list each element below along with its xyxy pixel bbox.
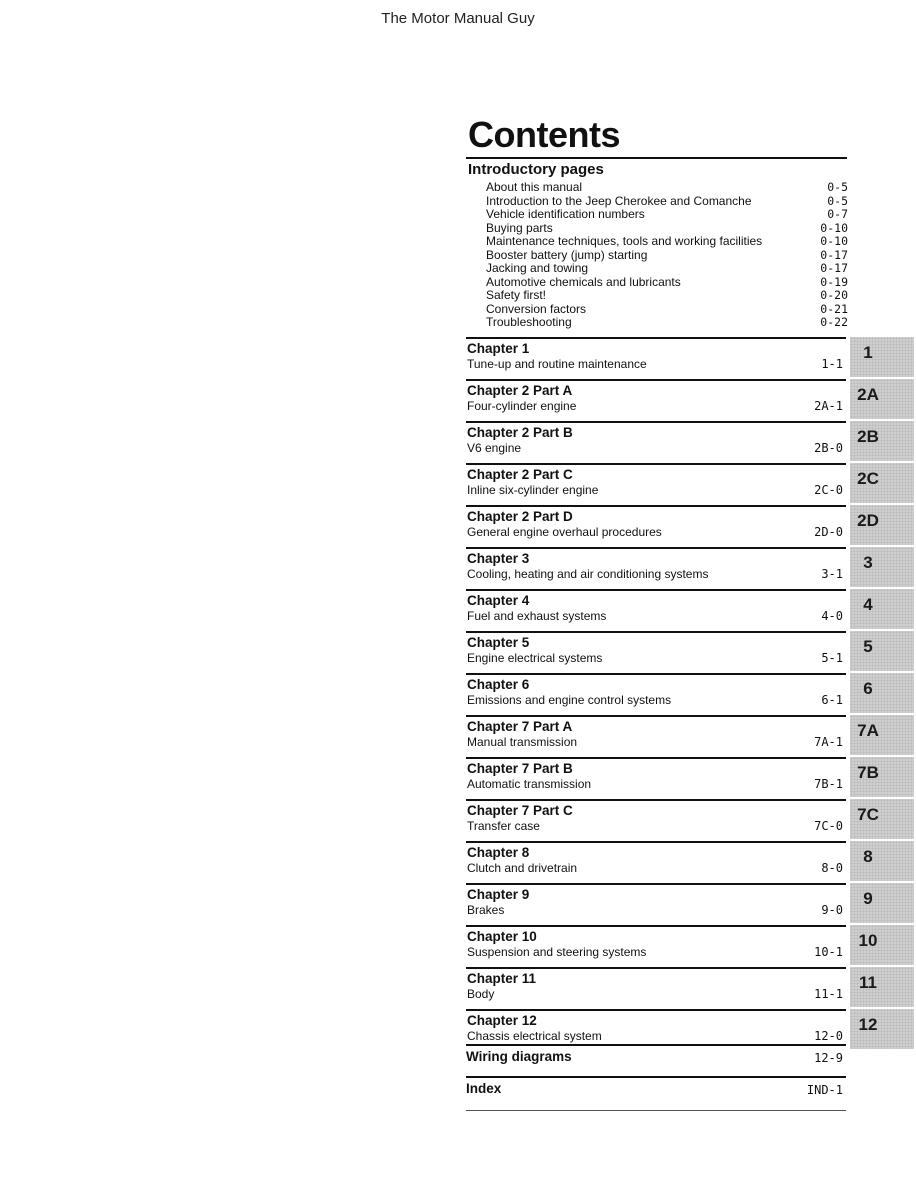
intro-item-page: 0-21 (820, 301, 848, 316)
chapter-title: Chapter 7 Part C (467, 803, 573, 818)
chapter-tab-label: 8 (863, 847, 873, 866)
chapter-tab[interactable] (850, 463, 914, 503)
intro-item-label: Vehicle identification numbers (486, 207, 645, 221)
chapter-tab[interactable] (850, 1009, 914, 1049)
intro-item-page: 0-17 (820, 261, 848, 275)
chapter-tab[interactable] (850, 967, 914, 1007)
chapter-tab-label: 2C (857, 469, 879, 488)
chapter-subtitle: Fuel and exhaust systems (467, 609, 607, 623)
intro-item-page: 0-17 (820, 247, 848, 262)
chapter-title: Chapter 1 (467, 341, 530, 356)
page-title: Contents (468, 114, 620, 155)
chapter-tab-label: 3 (863, 553, 873, 572)
intro-item[interactable] (486, 249, 848, 263)
chapter-tab-label: 7A (857, 721, 879, 740)
chapter-page: 2C-0 (814, 483, 843, 497)
chapter-title: Chapter 2 Part C (467, 467, 573, 482)
page-header: The Motor Manual Guy (381, 10, 535, 27)
chapter-subtitle: Manual transmission (467, 735, 578, 749)
intro-item[interactable] (486, 181, 848, 195)
intro-item-label: Automotive chemicals and lubricants (486, 274, 681, 289)
chapter-row[interactable] (466, 589, 873, 631)
chapter-title: Chapter 3 (467, 551, 530, 566)
chapter-tab-label: 4 (863, 595, 873, 614)
chapter-title: Chapter 2 Part B (467, 425, 573, 440)
chapter-subtitle: Chassis electrical system (467, 1029, 602, 1043)
chapter-row[interactable] (466, 841, 873, 883)
chapter-row[interactable] (466, 799, 879, 841)
chapter-tab[interactable] (850, 673, 914, 713)
intro-item[interactable] (486, 222, 848, 236)
intro-item-label: Booster battery (jump) starting (486, 247, 648, 262)
chapter-subtitle: Transfer case (467, 819, 540, 833)
chapter-page: 5-1 (821, 651, 843, 665)
chapter-tab-label: 6 (863, 679, 873, 698)
chapter-subtitle: Clutch and drivetrain (467, 861, 578, 875)
chapter-tab[interactable] (850, 631, 914, 671)
intro-item-label: Jacking and towing (486, 261, 589, 275)
chapter-tab[interactable] (850, 337, 914, 377)
chapter-row[interactable] (466, 925, 878, 967)
intro-item-page: 0-5 (827, 180, 848, 194)
chapter-row[interactable] (466, 631, 873, 673)
chapter-subtitle: Four-cylinder engine (467, 399, 577, 413)
chapter-title: Chapter 12 (467, 1013, 537, 1028)
intro-item-page: 0-10 (820, 220, 848, 235)
chapter-subtitle: Suspension and steering systems (467, 945, 647, 959)
chapter-title: Chapter 11 (467, 971, 537, 986)
chapter-tab-label: 12 (858, 1015, 878, 1034)
chapter-subtitle: V6 engine (467, 441, 522, 455)
chapter-title: Chapter 9 (467, 887, 530, 902)
index-page: IND-1 (806, 1083, 843, 1097)
intro-item-page: 0-5 (827, 193, 848, 208)
intro-item-label: Troubleshooting (486, 315, 572, 329)
chapter-subtitle: Tune-up and routine maintenance (467, 357, 647, 371)
chapter-tab-label: 10 (858, 931, 878, 950)
chapter-tab[interactable] (850, 715, 914, 755)
chapter-page: 11-1 (814, 987, 843, 1001)
chapter-tab[interactable] (850, 799, 914, 839)
chapter-tab[interactable] (850, 505, 914, 545)
intro-heading: Introductory pages (468, 161, 604, 178)
chapter-page: 2A-1 (814, 399, 843, 413)
chapter-title: Chapter 7 Part B (467, 761, 573, 776)
chapter-row[interactable] (466, 883, 873, 925)
chapter-tab-label: 2A (857, 385, 879, 404)
intro-item-label: About this manual (486, 180, 583, 194)
intro-list (486, 181, 848, 330)
chapter-row[interactable] (466, 463, 879, 505)
chapter-tab[interactable] (850, 841, 914, 881)
bottom-rule (466, 1110, 846, 1111)
intro-item[interactable] (486, 208, 848, 222)
intro-item-label: Safety first! (486, 288, 547, 302)
chapter-page: 9-0 (821, 903, 843, 917)
intro-item-page: 0-10 (820, 234, 848, 248)
chapter-page: 7B-1 (814, 777, 843, 791)
chapter-tab[interactable] (850, 421, 914, 461)
chapter-page: 3-1 (821, 567, 843, 581)
chapter-tab-label: 1 (863, 343, 873, 362)
chapter-row[interactable] (466, 967, 877, 1009)
chapter-row[interactable] (466, 337, 873, 379)
intro-item-label: Introduction to the Jeep Cherokee and Comanche (486, 193, 752, 208)
intro-item-page: 0-22 (820, 315, 848, 329)
chapter-title: Chapter 8 (467, 845, 530, 860)
intro-item[interactable] (486, 195, 848, 209)
chapter-tab[interactable] (850, 589, 914, 629)
chapter-subtitle: Inline six-cylinder engine (467, 483, 599, 497)
intro-item-label: Conversion factors (486, 301, 587, 316)
chapter-page: 12-0 (814, 1029, 843, 1043)
chapter-tab-label: 5 (863, 637, 873, 656)
chapter-row[interactable] (466, 421, 879, 463)
index-title: Index (466, 1081, 502, 1096)
chapter-tab[interactable] (850, 547, 914, 587)
chapter-title: Chapter 5 (467, 635, 530, 650)
chapter-tab-label: 7C (857, 805, 879, 824)
chapter-row[interactable] (466, 757, 879, 799)
chapter-page: 7A-1 (814, 735, 843, 749)
chapter-tab-label: 2D (857, 511, 879, 530)
chapter-row[interactable] (466, 547, 873, 589)
chapter-page: 4-0 (821, 609, 843, 623)
chapter-title: Chapter 10 (467, 929, 537, 944)
chapter-page: 7C-0 (814, 819, 843, 833)
intro-item-page: 0-7 (827, 207, 848, 221)
intro-item[interactable] (486, 316, 848, 330)
wiring-diagrams-page: 12-9 (814, 1051, 843, 1065)
chapter-subtitle: Body (467, 987, 495, 1001)
intro-item-page: 0-19 (820, 274, 848, 289)
chapter-tab[interactable] (850, 925, 914, 965)
chapter-page: 2D-0 (814, 525, 843, 539)
chapter-list (466, 337, 916, 1051)
wiring-diagrams-title: Wiring diagrams (466, 1049, 572, 1064)
chapter-row[interactable] (466, 715, 879, 757)
chapter-page: 6-1 (821, 693, 843, 707)
chapter-tab-label: 2B (857, 427, 879, 446)
chapter-page: 8-0 (821, 861, 843, 875)
chapter-subtitle: General engine overhaul procedures (467, 525, 662, 539)
chapter-subtitle: Automatic transmission (467, 777, 592, 791)
wiring-diagrams-row[interactable] (466, 1044, 846, 1076)
chapter-tab-label: 11 (859, 973, 877, 992)
chapter-title: Chapter 7 Part A (467, 719, 573, 734)
intro-item-page: 0-20 (820, 288, 848, 302)
title-rule (466, 157, 847, 159)
index-row[interactable] (466, 1076, 846, 1110)
chapter-title: Chapter 6 (467, 677, 530, 692)
chapter-subtitle: Emissions and engine control systems (467, 693, 672, 707)
chapter-row[interactable] (466, 505, 879, 547)
chapter-subtitle: Brakes (467, 903, 505, 917)
chapter-row[interactable] (466, 673, 873, 715)
chapter-row[interactable] (466, 379, 879, 421)
chapter-tab-label: 7B (857, 763, 879, 782)
chapter-subtitle: Engine electrical systems (467, 651, 603, 665)
chapter-title: Chapter 4 (467, 593, 530, 608)
intro-item[interactable] (486, 235, 848, 249)
chapter-tab[interactable] (850, 757, 914, 797)
chapter-title: Chapter 2 Part A (467, 383, 573, 398)
chapter-tab[interactable] (850, 379, 914, 419)
chapter-subtitle: Cooling, heating and air conditioning systems (467, 567, 709, 581)
chapter-title: Chapter 2 Part D (467, 509, 573, 524)
chapter-page: 1-1 (821, 357, 843, 371)
intro-item[interactable] (486, 262, 848, 276)
intro-item-label: Maintenance techniques, tools and working facilities (486, 234, 763, 248)
intro-item[interactable] (486, 303, 848, 317)
chapter-page: 10-1 (814, 945, 843, 959)
intro-item-label: Buying parts (486, 220, 553, 235)
intro-item[interactable] (486, 276, 848, 290)
chapter-page: 2B-0 (814, 441, 843, 455)
chapter-tab-label: 9 (863, 889, 873, 908)
intro-item[interactable] (486, 289, 848, 303)
chapter-tab[interactable] (850, 883, 914, 923)
